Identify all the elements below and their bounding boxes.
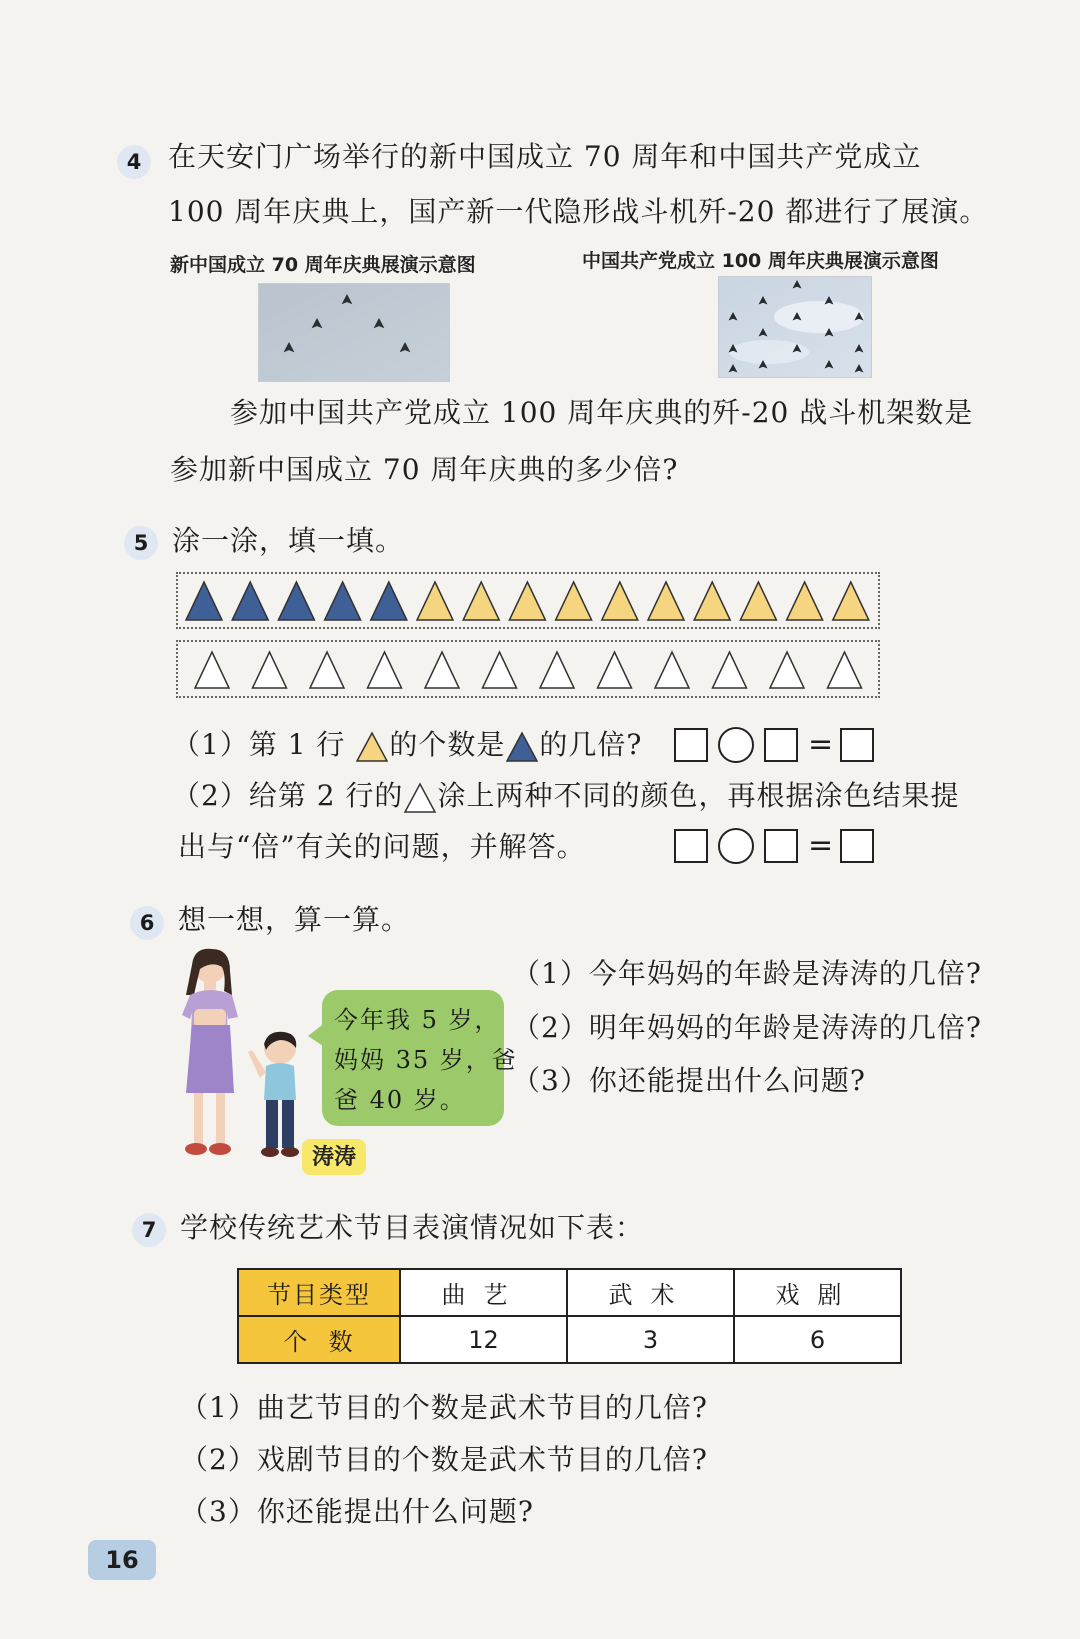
table-header-row bbox=[238, 1269, 901, 1316]
yellow-triangle bbox=[556, 582, 592, 620]
header-label-cell: 节目类型 bbox=[238, 1269, 400, 1316]
empty-triangle bbox=[310, 652, 344, 688]
empty-triangle bbox=[713, 652, 747, 688]
triangle-row-1 bbox=[176, 572, 880, 629]
yellow-triangle bbox=[740, 582, 776, 620]
yellow-triangle bbox=[509, 582, 545, 620]
equals-sign-1: = bbox=[808, 727, 834, 762]
empty-triangle bbox=[368, 652, 402, 688]
yellow-triangle bbox=[787, 582, 823, 620]
question-7-number: 7 bbox=[132, 1213, 166, 1247]
triangle-row-2-graphic bbox=[178, 642, 878, 696]
caption-100th: 中国共产党成立 100 周年庆典展演示意图 bbox=[582, 250, 939, 272]
sub-1-text-a: （1）第 1 行 bbox=[172, 728, 346, 761]
sub-2-text-b: 涂上两种不同的颜色，再根据涂色结果提 bbox=[437, 779, 960, 812]
question-6-sub-1: （1）今年妈妈的年龄是涛涛的几倍? bbox=[512, 957, 982, 990]
question-5-title: 涂一涂，填一填。 bbox=[172, 524, 405, 557]
flyover-70th-image bbox=[258, 283, 450, 382]
question-7-sub-1: （1）曲艺节目的个数是武术节目的几倍? bbox=[180, 1391, 708, 1424]
blue-triangle bbox=[278, 582, 314, 620]
operator-circle-1[interactable] bbox=[718, 727, 754, 763]
count-cell-wushu: 3 bbox=[567, 1316, 734, 1363]
empty-triangle bbox=[540, 652, 574, 688]
page-number: 16 bbox=[88, 1540, 156, 1580]
type-cell-xiju: 戏剧 bbox=[734, 1269, 901, 1316]
empty-triangle bbox=[655, 652, 689, 688]
question-6-title: 想一想，算一算。 bbox=[178, 903, 411, 936]
flyover-70th-graphic bbox=[259, 284, 449, 381]
question-4-number: 4 bbox=[117, 145, 151, 179]
name-tag-taotao: 涛涛 bbox=[302, 1139, 366, 1175]
type-cell-quyi: 曲艺 bbox=[400, 1269, 567, 1316]
yellow-triangle bbox=[602, 582, 638, 620]
count-cell-xiju: 6 bbox=[734, 1316, 901, 1363]
flyover-100th-image bbox=[718, 276, 872, 378]
blue-triangle bbox=[371, 582, 407, 620]
blue-triangle bbox=[186, 582, 222, 620]
bubble-line-2: 妈妈 35 岁，爸 bbox=[334, 1046, 518, 1074]
answer-box-1b[interactable] bbox=[764, 728, 798, 762]
question-7-sub-2: （2）戏剧节目的个数是武术节目的几倍? bbox=[180, 1443, 708, 1476]
operator-circle-2[interactable] bbox=[718, 828, 754, 864]
blue-triangle bbox=[232, 582, 268, 620]
answer-box-2b[interactable] bbox=[764, 829, 798, 863]
sub-1-text-c: 的几倍? bbox=[539, 728, 643, 761]
question-6-sub-3: （3）你还能提出什么问题? bbox=[512, 1064, 866, 1097]
boy-illustration bbox=[244, 1028, 308, 1160]
empty-triangle bbox=[425, 652, 459, 688]
yellow-triangle-icon bbox=[355, 731, 389, 763]
table-count-row bbox=[238, 1316, 901, 1363]
empty-triangle bbox=[828, 652, 862, 688]
empty-triangle-icon bbox=[403, 782, 437, 814]
blue-triangle bbox=[325, 582, 361, 620]
empty-triangle bbox=[598, 652, 632, 688]
yellow-triangle bbox=[463, 582, 499, 620]
sub-1-text-b: 的个数是 bbox=[389, 728, 506, 761]
answer-box-2a[interactable] bbox=[674, 829, 708, 863]
caption-70th: 新中国成立 70 周年庆典展演示意图 bbox=[170, 254, 476, 276]
answer-box-1c[interactable] bbox=[840, 728, 874, 762]
flyover-100th-graphic bbox=[719, 277, 871, 377]
empty-triangle bbox=[253, 652, 287, 688]
question-6-number: 6 bbox=[130, 906, 164, 940]
program-table bbox=[237, 1268, 902, 1364]
equals-sign-2: = bbox=[808, 828, 834, 863]
bubble-line-1: 今年我 5 岁， bbox=[334, 1006, 501, 1034]
empty-triangle bbox=[770, 652, 804, 688]
empty-triangle bbox=[195, 652, 229, 688]
type-cell-wushu: 武术 bbox=[567, 1269, 734, 1316]
yellow-triangle bbox=[833, 582, 869, 620]
answer-box-1a[interactable] bbox=[674, 728, 708, 762]
question-4-ask-line-2: 参加新中国成立 70 周年庆典的多少倍? bbox=[170, 453, 679, 486]
count-label-cell: 个 数 bbox=[238, 1316, 400, 1363]
triangle-row-2 bbox=[176, 640, 880, 698]
triangle-row-1-graphic bbox=[178, 574, 878, 627]
yellow-triangle bbox=[694, 582, 730, 620]
mother-illustration bbox=[172, 945, 254, 1170]
sub-2-text-a: （2）给第 2 行的 bbox=[172, 779, 404, 812]
question-4-ask-line-1: 参加中国共产党成立 100 周年庆典的歼-20 战斗机架数是 bbox=[230, 396, 974, 429]
empty-triangle bbox=[483, 652, 517, 688]
yellow-triangle bbox=[417, 582, 453, 620]
question-5-sub-1 bbox=[172, 725, 642, 765]
question-5-number: 5 bbox=[124, 526, 158, 560]
yellow-triangle bbox=[648, 582, 684, 620]
question-7-title: 学校传统艺术节目表演情况如下表： bbox=[180, 1211, 645, 1244]
count-cell-quyi: 12 bbox=[400, 1316, 567, 1363]
question-5-sub-2-line-2: 出与“倍”有关的问题，并解答。 bbox=[178, 830, 586, 863]
answer-box-2c[interactable] bbox=[840, 829, 874, 863]
question-4-line-1: 在天安门广场举行的新中国成立 70 周年和中国共产党成立 bbox=[168, 140, 922, 173]
blue-triangle-icon bbox=[505, 731, 539, 763]
question-6-sub-2: （2）明年妈妈的年龄是涛涛的几倍? bbox=[512, 1011, 982, 1044]
bubble-line-3: 爸 40 岁。 bbox=[334, 1086, 466, 1114]
question-5-sub-2-line-1 bbox=[172, 776, 959, 816]
speech-bubble-tail bbox=[308, 1022, 326, 1050]
question-7-sub-3: （3）你还能提出什么问题? bbox=[180, 1495, 534, 1528]
question-4-line-2: 100 周年庆典上，国产新一代隐形战斗机歼-20 都进行了展演。 bbox=[168, 195, 989, 228]
speech-bubble bbox=[322, 990, 518, 1126]
